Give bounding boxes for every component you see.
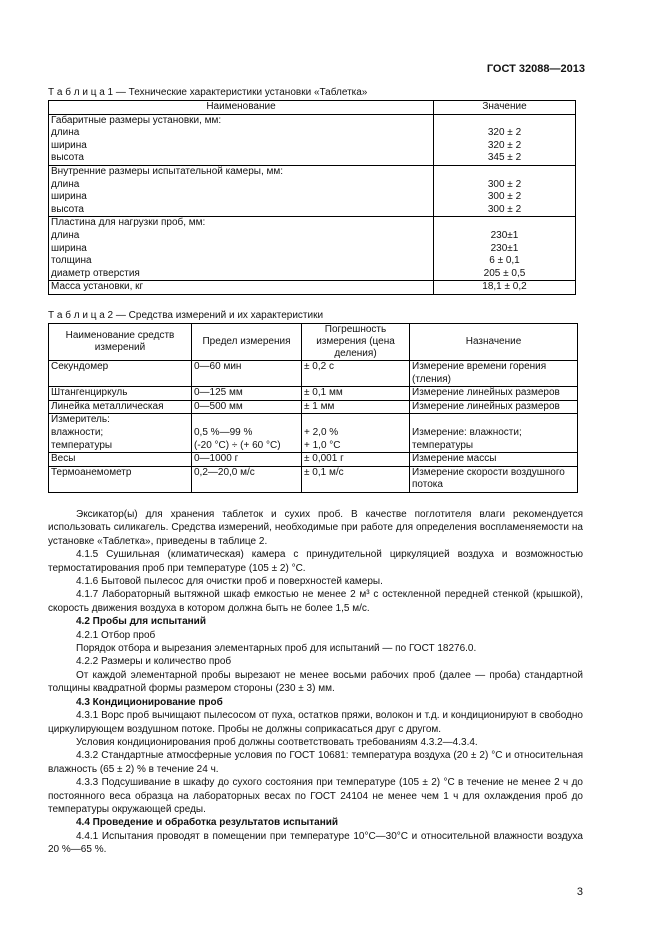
table-row xyxy=(49,191,576,204)
instrument-cell: Термоанемометр xyxy=(49,466,192,492)
purpose-cell: Измерение массы xyxy=(410,453,578,467)
range-cell: 0—125 мм xyxy=(192,387,302,401)
instrument-cell: Линейка металлическая xyxy=(49,400,192,414)
value-cell xyxy=(434,114,576,127)
error-cell: ± 0,001 г xyxy=(302,453,410,467)
value-cell: 205 ± 0,5 xyxy=(434,268,576,281)
value-cell xyxy=(434,217,576,230)
paragraph: 4.4.1 Испытания проводят в помещении при температуре 10°С—30°С и относительной влажности воздуха 20 %—65 %. xyxy=(48,830,583,856)
table-row xyxy=(49,466,578,492)
paragraph: 4.3.1 Ворс проб вычищают пылесосом от пуха, остатков пряжи, волокон и т.д. и кондиционируют в свободно циркулирующем воздушном потоке. Пробы не должны соприкасаться друг с другом. xyxy=(48,710,583,735)
table2-caption: Т а б л и ц а 2 — Средства измерений и их характеристики xyxy=(48,310,324,321)
error-cell: + 2,0 % + 1,0 °С xyxy=(302,414,410,453)
purpose-cell: Измерение линейных размеров xyxy=(410,387,578,401)
error-cell: ± 0,2 с xyxy=(302,361,410,387)
value-cell: 345 ± 2 xyxy=(434,152,576,165)
table-row xyxy=(49,217,576,230)
purpose-cell: Измерение: влажности; температуры xyxy=(410,414,578,453)
value-cell: 230±1 xyxy=(434,230,576,243)
paragraph: От каждой элементарной пробы вырезают не менее восьми рабочих проб (далее — проба) стандартной толщины квадратной формы размером стороны (230 ± 3) мм. xyxy=(48,669,583,695)
error-cell: ± 0,1 м/с xyxy=(302,466,410,492)
instrument-cell: Штангенциркуль xyxy=(49,387,192,401)
paragraph: Эксикатор(ы) для хранения таблеток и сухих проб. В качестве поглотителя влаги рекомендуется использовать силикагель. Средства измерений, необходимые при работе для определения воспламеняемости на установке «Таблетка», приведены в таблице 2. xyxy=(48,509,583,547)
table-row xyxy=(49,268,576,281)
value-cell: 300 ± 2 xyxy=(434,179,576,192)
parameter-cell: высота xyxy=(49,204,434,217)
error-cell: ± 0,1 мм xyxy=(302,387,410,401)
paragraph: 4.3.3 Подсушивание в шкафу до сухого состояния при температуре (105 ± 2) °С в течение не менее 2 ч до постоянного веса образца на лабораторных весах по ГОСТ 24104 не менее чем 1 ч для охлаждения проб до температуры окружающей среды. xyxy=(48,777,583,815)
parameter-cell: длина xyxy=(49,179,434,192)
paragraph: 4.2.2 Размеры и количество проб xyxy=(76,656,232,668)
value-cell: 230±1 xyxy=(434,243,576,256)
table-1 xyxy=(48,100,576,295)
paragraph: 4.1.7 Лабораторный вытяжной шкаф емкостью не менее 2 м³ с остекленной передней стенкой (крышкой), скорость движения воздуха в котором должна быть не более 1,5 м/с. xyxy=(48,589,583,614)
parameter-cell: Внутренние размеры испытательной камеры, мм: xyxy=(49,165,434,178)
value-cell: 300 ± 2 xyxy=(434,204,576,217)
table-row xyxy=(49,204,576,217)
table1-header-name: Наименование xyxy=(49,101,434,115)
parameter-cell: высота xyxy=(49,152,434,165)
body-text xyxy=(48,508,583,857)
value-cell: 18,1 ± 0,2 xyxy=(434,281,576,295)
parameter-cell: Масса установки, кг xyxy=(49,281,434,295)
range-cell: 0—500 мм xyxy=(192,400,302,414)
range-cell: 0—60 мин xyxy=(192,361,302,387)
purpose-cell: Измерение линейных размеров xyxy=(410,400,578,414)
table-row xyxy=(49,414,578,453)
table2-header-name: Наименование средств измерений xyxy=(49,324,192,361)
table-row xyxy=(49,127,576,140)
paragraph: 4.2.1 Отбор проб xyxy=(76,629,156,641)
section-heading: 4.3 Кондиционирование проб xyxy=(76,696,223,708)
page-number: 3 xyxy=(576,886,583,898)
parameter-cell: ширина xyxy=(49,191,434,204)
parameter-cell: длина xyxy=(49,127,434,140)
parameter-cell: диаметр отверстия xyxy=(49,268,434,281)
table-row xyxy=(49,152,576,165)
table1-caption: Т а б л и ц а 1 — Технические характеристики установки «Таблетка» xyxy=(48,87,368,98)
table2-header-range: Предел измерения xyxy=(192,324,302,361)
value-cell: 6 ± 0,1 xyxy=(434,255,576,268)
value-cell: 300 ± 2 xyxy=(434,191,576,204)
instrument-cell: Весы xyxy=(49,453,192,467)
instrument-cell: Секундомер xyxy=(49,361,192,387)
table-row xyxy=(49,281,576,295)
value-cell: 320 ± 2 xyxy=(434,140,576,153)
paragraph: Условия кондиционирования проб должны соответствовать требованиям 4.3.2—4.3.4. xyxy=(76,736,478,748)
table-row xyxy=(49,387,578,401)
table-row xyxy=(49,230,576,243)
paragraph: Порядок отбора и вырезания элементарных проб для испытаний — по ГОСТ 18276.0. xyxy=(76,643,477,655)
purpose-cell: Измерение времени горения (тления) xyxy=(410,361,578,387)
purpose-cell: Измерение скорости воздушного потока xyxy=(410,466,578,492)
table-row xyxy=(49,114,576,127)
table-row xyxy=(49,179,576,192)
table1-header-value: Значение xyxy=(434,101,576,115)
paragraph: 4.1.6 Бытовой пылесос для очистки проб и поверхностей камеры. xyxy=(76,576,383,588)
range-cell: 0,5 %—99 % (-20 °С) ÷ (+ 60 °С) xyxy=(192,414,302,453)
parameter-cell: Габаритные размеры установки, мм: xyxy=(49,114,434,127)
instrument-cell: Измеритель: влажности; температуры xyxy=(49,414,192,453)
table-row xyxy=(49,361,578,387)
table-row xyxy=(49,140,576,153)
paragraph: 4.3.2 Стандартные атмосферные условия по ГОСТ 10681: температура воздуха (20 ± 2) °С и относительная влажность (65 ± 2) % в течение 24 ч. xyxy=(48,750,583,775)
table-row xyxy=(49,165,576,178)
parameter-cell: Пластина для нагрузки проб, мм: xyxy=(49,217,434,230)
table-row xyxy=(49,453,578,467)
table-row xyxy=(49,400,578,414)
parameter-cell: толщина xyxy=(49,255,434,268)
table2-header-error: Погрешность измерения (цена деления) xyxy=(302,324,410,361)
value-cell xyxy=(434,165,576,178)
table-row xyxy=(49,243,576,256)
parameter-cell: длина xyxy=(49,230,434,243)
value-cell: 320 ± 2 xyxy=(434,127,576,140)
range-cell: 0,2—20,0 м/с xyxy=(192,466,302,492)
error-cell: ± 1 мм xyxy=(302,400,410,414)
document-code: ГОСТ 32088—2013 xyxy=(486,63,585,75)
section-heading: 4.4 Проведение и обработка результатов испытаний xyxy=(76,817,339,829)
table-row xyxy=(49,255,576,268)
parameter-cell: ширина xyxy=(49,140,434,153)
table-2 xyxy=(48,323,578,493)
section-heading: 4.2 Пробы для испытаний xyxy=(76,616,206,628)
range-cell: 0—1000 г xyxy=(192,453,302,467)
paragraph: 4.1.5 Сушильная (климатическая) камера с принудительной циркуляцией воздуха и возможностью термостатирования проб при температуре (105 ± 2) °С. xyxy=(48,549,583,574)
table2-header-purpose: Назначение xyxy=(410,324,578,361)
parameter-cell: ширина xyxy=(49,243,434,256)
